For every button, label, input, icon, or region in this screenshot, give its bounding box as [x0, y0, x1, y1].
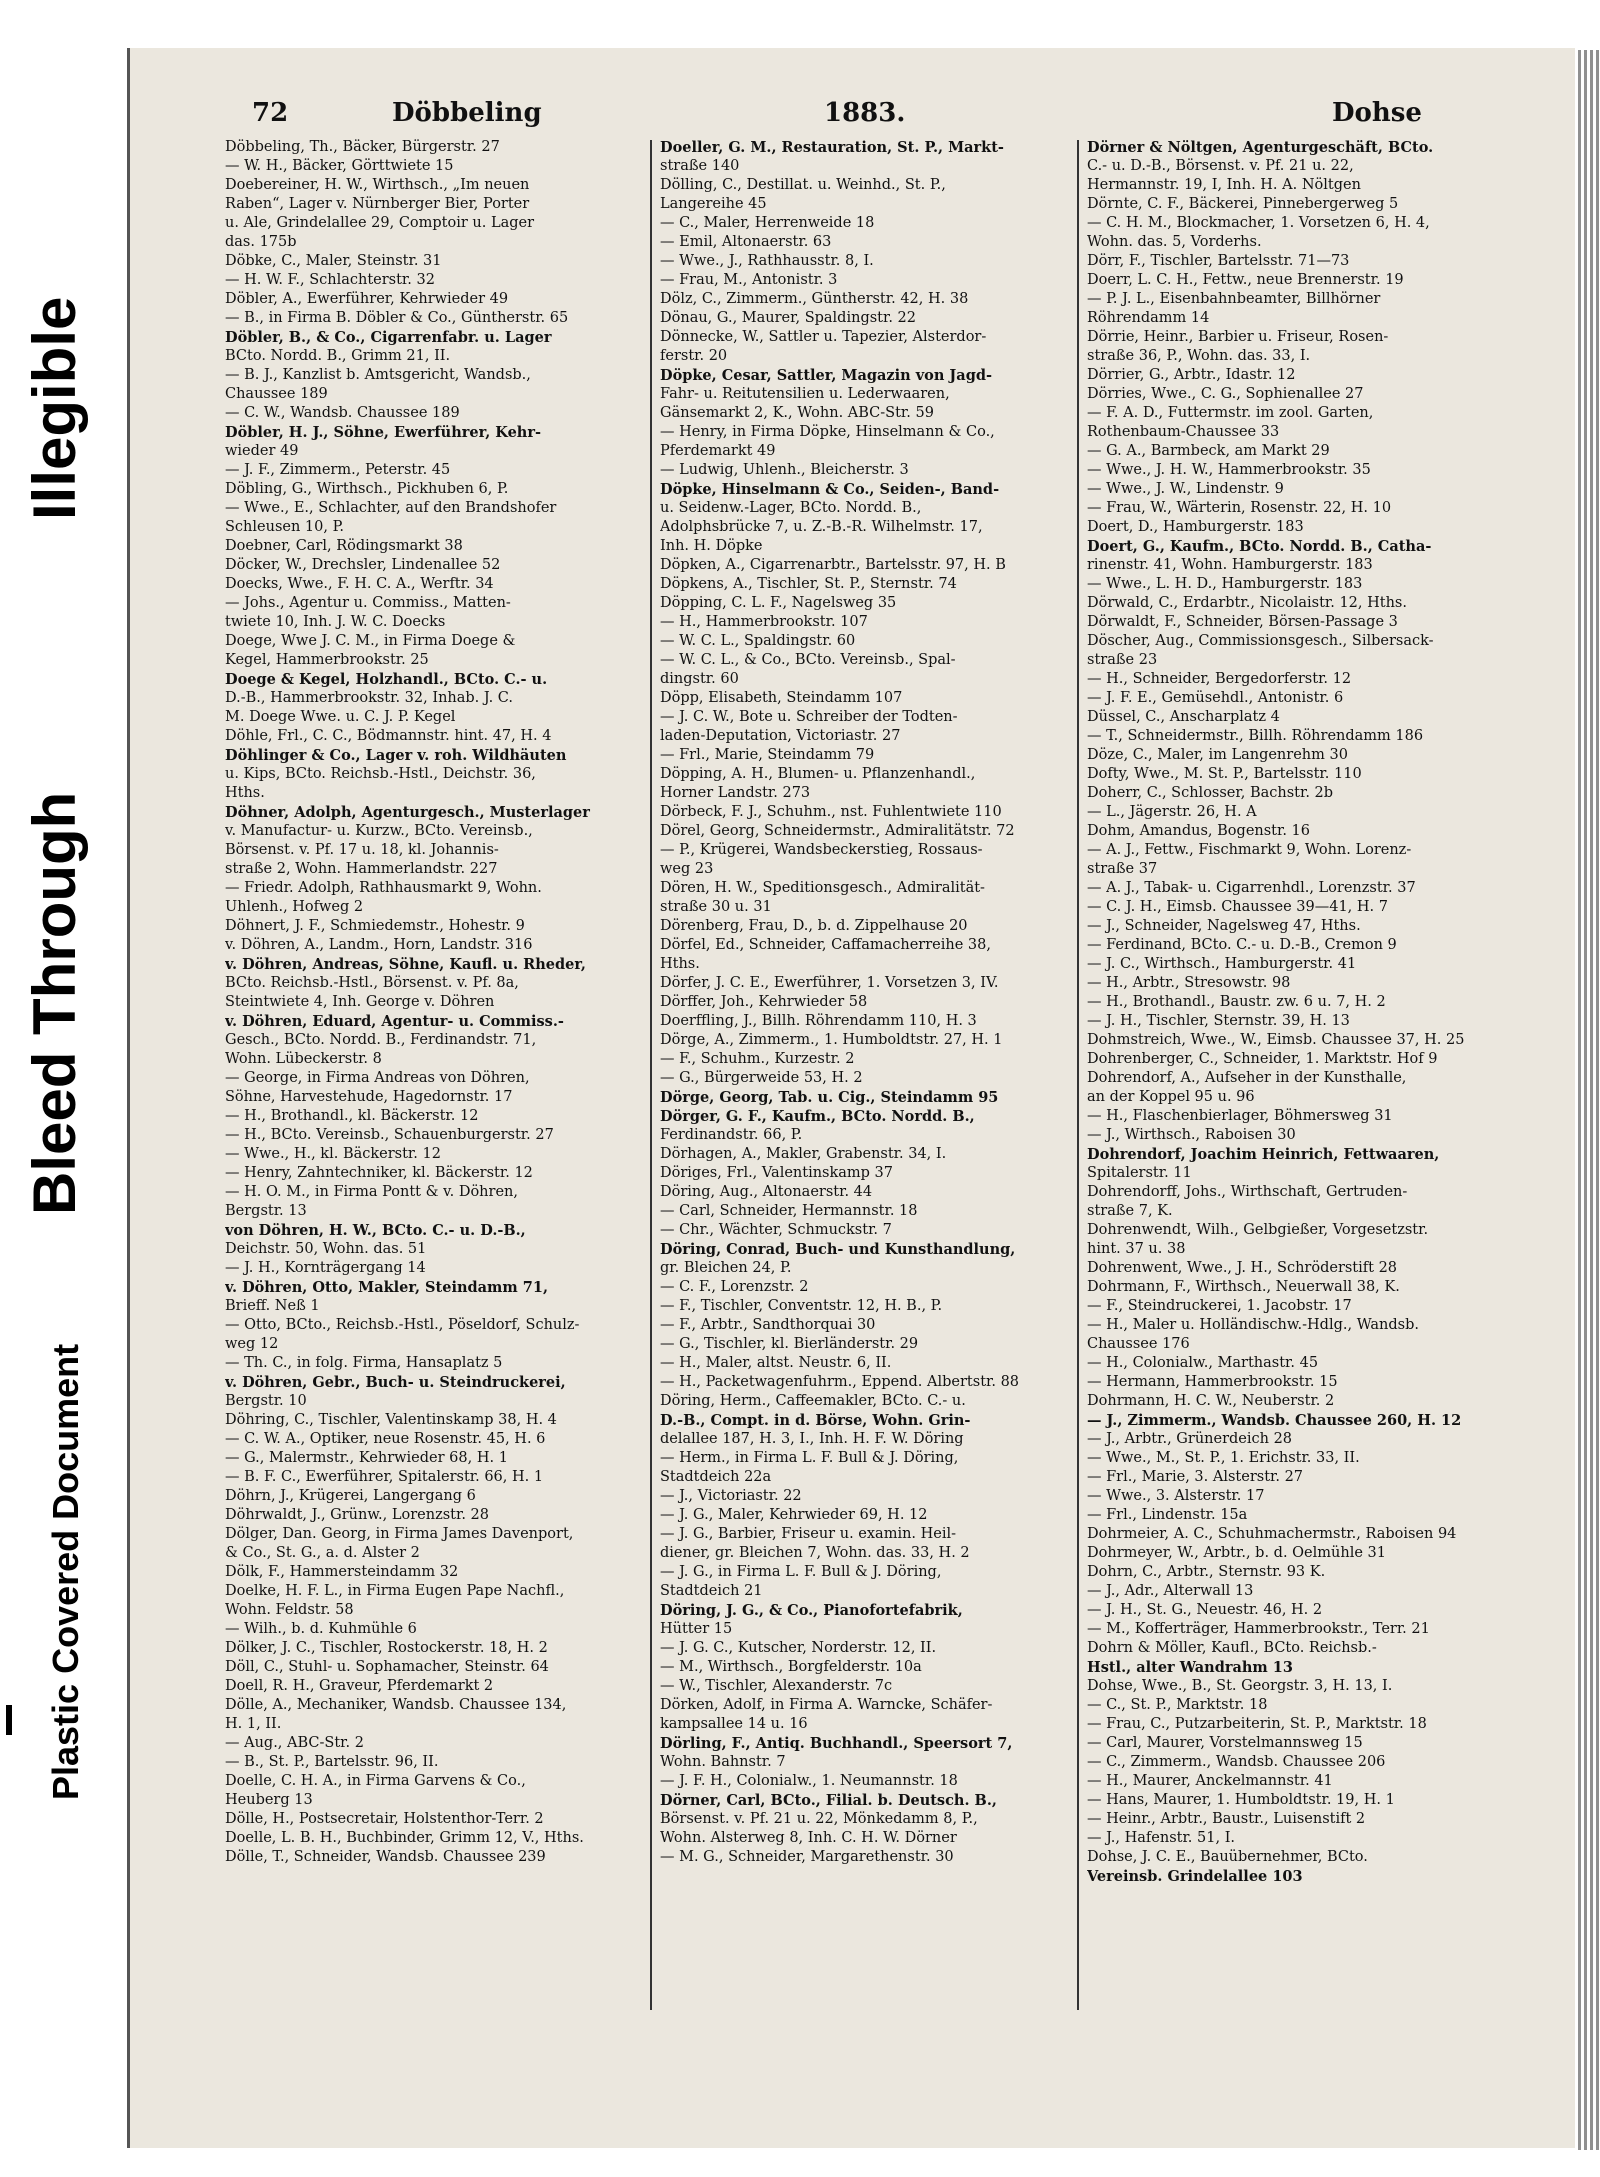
directory-entry-line: Döring, J. G., & Co., Pianofortefabrik,: [660, 1602, 963, 1619]
directory-entry-line: — H. W. F., Schlachterstr. 32: [225, 272, 435, 288]
header-left-keyword: Döbbeling: [392, 98, 542, 128]
directory-entry-line: Stadtdeich 21: [660, 1583, 763, 1599]
directory-entry-line: — F. A. D., Futtermstr. im zool. Garten,: [1087, 405, 1374, 421]
directory-entry-line: Ferdinandstr. 66, P.: [660, 1127, 803, 1143]
directory-entry-line: straße 23: [1087, 652, 1158, 668]
directory-entry-line: Dohm, Amandus, Bogenstr. 16: [1087, 823, 1311, 839]
directory-entry-line: Gänsemarkt 2, K., Wohn. ABC-Str. 59: [660, 405, 934, 421]
directory-entry-line: Wohn. Alsterweg 8, Inh. C. H. W. Dörner: [660, 1830, 957, 1846]
directory-entry-line: Doert, G., Kaufm., BCto. Nordd. B., Catha-: [1087, 538, 1432, 555]
directory-entry-line: Dörenberg, Frau, D., b. d. Zippelhause 20: [660, 918, 968, 934]
directory-entry-line: Dörken, Adolf, in Firma A. Warncke, Schäfer-: [660, 1697, 993, 1713]
directory-entry-line: wieder 49: [225, 443, 299, 459]
directory-entry-line: Hütter 15: [660, 1621, 733, 1637]
directory-entry-line: BCto. Nordd. B., Grimm 21, II.: [225, 348, 451, 364]
directory-entry-line: Döhrwaldt, J., Grünw., Lorenzstr. 28: [225, 1507, 489, 1523]
header-year: 1883.: [824, 98, 906, 128]
directory-entry-line: D.-B., Hammerbrookstr. 32, Inhab. J. C.: [225, 690, 513, 706]
directory-entry-line: — H., Flaschenbierlager, Böhmersweg 31: [1087, 1108, 1393, 1124]
directory-entry-line: das. 175b: [225, 234, 297, 250]
page-number: 72: [252, 98, 289, 128]
directory-entry-line: straße 140: [660, 158, 740, 174]
directory-entry-line: diener, gr. Bleichen 7, Wohn. das. 33, H. 2: [660, 1545, 970, 1561]
directory-entry-line: Dören, H. W., Speditionsgesch., Admiralität-: [660, 880, 985, 896]
directory-entry-line: dingstr. 60: [660, 671, 739, 687]
directory-entry-line: gr. Bleichen 24, P.: [660, 1260, 792, 1276]
directory-entry-line: — H., Maurer, Anckelmannstr. 41: [1087, 1773, 1333, 1789]
directory-entry-line: Doell, R. H., Graveur, Pferdemarkt 2: [225, 1678, 494, 1694]
directory-entry-line: — H., Brothandl., kl. Bäckerstr. 12: [225, 1108, 479, 1124]
directory-entry-line: Döpkens, A., Tischler, St. P., Sternstr. 74: [660, 576, 957, 592]
annotation-sidebar: [0, 0, 120, 2177]
directory-entry-line: Dörner, Carl, BCto., Filial. b. Deutsch. B.,: [660, 1792, 997, 1809]
directory-entry-line: — W. H., Bäcker, Görttwiete 15: [225, 158, 454, 174]
directory-entry-line: laden-Deputation, Victoriastr. 27: [660, 728, 901, 744]
directory-entry-line: Dohrmann, H. C. W., Neuberstr. 2: [1087, 1393, 1335, 1409]
plastic-covered-label: Plastic Covered Document: [45, 1343, 86, 1800]
directory-entry-line: — J. C., Wirthsch., Hamburgerstr. 41: [1087, 956, 1357, 972]
directory-entry-line: — Wwe., H., kl. Bäckerstr. 12: [225, 1146, 441, 1162]
sidebar-tick-mark: [6, 1705, 12, 1735]
directory-entry-line: Döring, Conrad, Buch- und Kunsthandlung,: [660, 1241, 1016, 1258]
directory-entry-line: Stadtdeich 22a: [660, 1469, 772, 1485]
directory-entry-line: Doerffling, J., Billh. Röhrendamm 110, H. 3: [660, 1013, 977, 1029]
directory-entry-line: & Co., St. G., a. d. Alster 2: [225, 1545, 420, 1561]
directory-entry-line: Dörbeck, F. J., Schuhm., nst. Fuhlentwiete 110: [660, 804, 1002, 820]
directory-entry-line: — J., Zimmerm., Wandsb. Chaussee 260, H. 12: [1087, 1412, 1462, 1429]
illegible-label: Illegible: [21, 296, 88, 520]
directory-entry-line: Röhrendamm 14: [1087, 310, 1210, 326]
directory-entry-line: Dohrenwendt, Wilh., Gelbgießer, Vorgesetzstr.: [1087, 1222, 1429, 1238]
directory-entry-line: — J. G. C., Kutscher, Norderstr. 12, II.: [660, 1640, 937, 1656]
directory-entry-line: Dörrie, Heinr., Barbier u. Friseur, Rosen-: [1087, 329, 1389, 345]
directory-entry-line: Döhle, Frl., C. C., Bödmannstr. hint. 47, H. 4: [225, 728, 552, 744]
directory-entry-line: Wohn. Lübeckerstr. 8: [225, 1051, 382, 1067]
directory-entry-line: Hths.: [225, 785, 265, 801]
directory-entry-line: Hermannstr. 19, I, Inh. H. A. Nöltgen: [1087, 177, 1361, 193]
directory-entry-line: — Wwe., 3. Alsterstr. 17: [1087, 1488, 1265, 1504]
directory-entry-line: — Wwe., J., Rathhausstr. 8, I.: [660, 253, 874, 269]
directory-entry-line: — Carl, Schneider, Hermannstr. 18: [660, 1203, 918, 1219]
directory-entry-line: straße 2, Wohn. Hammerlandstr. 227: [225, 861, 498, 877]
directory-entry-line: Chaussee 176: [1087, 1336, 1190, 1352]
directory-entry-line: — Hermann, Hammerbrookstr. 15: [1087, 1374, 1338, 1390]
directory-entry-line: Doelle, C. H. A., in Firma Garvens & Co.,: [225, 1773, 526, 1789]
directory-entry-line: Dölle, H., Postsecretair, Holstenthor-Terr. 2: [225, 1811, 544, 1827]
directory-entry-line: Vereinsb. Grindelallee 103: [1087, 1868, 1303, 1885]
directory-entry-line: — W. C. L., & Co., BCto. Vereinsb., Spal-: [660, 652, 956, 668]
directory-entry-line: Döcker, W., Drechsler, Lindenallee 52: [225, 557, 501, 573]
directory-entry-line: Dohse, J. C. E., Bauübernehmer, BCto.: [1087, 1849, 1368, 1865]
directory-entry-line: — George, in Firma Andreas von Döhren,: [225, 1070, 530, 1086]
directory-entry-line: Döpke, Cesar, Sattler, Magazin von Jagd-: [660, 367, 992, 384]
directory-entry-line: Dohrendorff, Johs., Wirthschaft, Gertruden-: [1087, 1184, 1408, 1200]
directory-entry-line: — M., Wirthsch., Borgfelderstr. 10a: [660, 1659, 922, 1675]
directory-entry-line: Dohrenberger, C., Schneider, 1. Marktstr. Hof 9: [1087, 1051, 1438, 1067]
directory-entry-line: Doege & Kegel, Holzhandl., BCto. C.- u.: [225, 671, 548, 688]
directory-entry-line: — J. F. E., Gemüsehdl., Antonistr. 6: [1087, 690, 1344, 706]
directory-entry-line: Steintwiete 4, Inh. George v. Döhren: [225, 994, 495, 1010]
directory-entry-line: Horner Landstr. 273: [660, 785, 811, 801]
directory-entry-line: Hths.: [660, 956, 700, 972]
directory-entry-line: Doeller, G. M., Restauration, St. P., Markt-: [660, 139, 1004, 156]
directory-entry-line: Bergstr. 13: [225, 1203, 307, 1219]
directory-entry-line: — B. J., Kanzlist b. Amtsgericht, Wandsb.,: [225, 367, 531, 383]
directory-entry-line: Döbbeling, Th., Bäcker, Bürgerstr. 27: [225, 139, 500, 155]
directory-entry-line: — Henry, in Firma Döpke, Hinselmann & Co.,: [660, 424, 995, 440]
directory-entry-line: — W. C. L., Spaldingstr. 60: [660, 633, 856, 649]
directory-entry-line: Döscher, Aug., Commissionsgesch., Silbersack-: [1087, 633, 1434, 649]
directory-entry-line: — H., BCto. Vereinsb., Schauenburgerstr. 27: [225, 1127, 554, 1143]
directory-entry-line: — Wwe., J. H. W., Hammerbrookstr. 35: [1087, 462, 1371, 478]
directory-entry-line: Döhring, C., Tischler, Valentinskamp 38, H. 4: [225, 1412, 557, 1428]
column-divider: [1077, 140, 1079, 2010]
directory-entry-line: — J., Hafenstr. 51, I.: [1087, 1830, 1236, 1846]
directory-entry-line: Dörger, G. F., Kaufm., BCto. Nordd. B.,: [660, 1108, 975, 1125]
directory-entry-line: delallee 187, H. 3, I., Inh. H. F. W. Döring: [660, 1431, 964, 1447]
directory-entry-line: — H., Colonialw., Marthastr. 45: [1087, 1355, 1319, 1371]
directory-entry-line: von Döhren, H. W., BCto. C.- u. D.-B.,: [225, 1222, 526, 1239]
directory-entry-line: — A. J., Fettw., Fischmarkt 9, Wohn. Lorenz-: [1087, 842, 1412, 858]
directory-entry-line: Dönnecke, W., Sattler u. Tapezier, Alsterdor-: [660, 329, 987, 345]
directory-entry-line: Dörries, Wwe., C. G., Sophienallee 27: [1087, 386, 1364, 402]
directory-entry-line: — J., Adr., Alterwall 13: [1087, 1583, 1254, 1599]
directory-entry-line: twiete 10, Inh. J. W. C. Doecks: [225, 614, 446, 630]
directory-entry-line: Pferdemarkt 49: [660, 443, 776, 459]
directory-entry-line: — Herm., in Firma L. F. Bull & J. Döring,: [660, 1450, 959, 1466]
directory-entry-line: — G., Tischler, kl. Bierländerstr. 29: [660, 1336, 919, 1352]
directory-entry-line: Doebner, Carl, Rödingsmarkt 38: [225, 538, 463, 554]
directory-entry-line: Langereihe 45: [660, 196, 767, 212]
directory-entry-line: Wohn. das. 5, Vorderhs.: [1087, 234, 1262, 250]
directory-entry-line: — C. W., Wandsb. Chaussee 189: [225, 405, 460, 421]
directory-entry-line: — F., Steindruckerei, 1. Jacobstr. 17: [1087, 1298, 1352, 1314]
directory-entry-line: — Carl, Maurer, Vorstelmannsweg 15: [1087, 1735, 1363, 1751]
directory-entry-line: weg 23: [660, 861, 714, 877]
directory-entry-line: D.-B., Compt. in d. Börse, Wohn. Grin-: [660, 1412, 971, 1429]
directory-entry-line: Dölz, C., Zimmerm., Güntherstr. 42, H. 38: [660, 291, 969, 307]
directory-entry-line: Döhnert, J. F., Schmiedemstr., Hohestr. 9: [225, 918, 525, 934]
directory-entry-line: Dörffer, Joh., Kehrwieder 58: [660, 994, 868, 1010]
directory-entry-line: — Th. C., in folg. Firma, Hansaplatz 5: [225, 1355, 503, 1371]
directory-entry-line: — Chr., Wächter, Schmuckstr. 7: [660, 1222, 892, 1238]
directory-entry-line: — J. C. W., Bote u. Schreiber der Todten-: [660, 709, 958, 725]
directory-entry-line: — F., Arbtr., Sandthorquai 30: [660, 1317, 876, 1333]
directory-entry-line: — J., Victoriastr. 22: [660, 1488, 802, 1504]
directory-entry-line: Döbling, G., Wirthsch., Pickhuben 6, P.: [225, 481, 509, 497]
directory-entry-line: — J. H., Tischler, Sternstr. 39, H. 13: [1087, 1013, 1350, 1029]
directory-entry-line: v. Döhren, Eduard, Agentur- u. Commiss.-: [225, 1013, 564, 1030]
directory-column-1: [225, 138, 665, 1867]
directory-entry-line: Doert, D., Hamburgerstr. 183: [1087, 519, 1304, 535]
directory-entry-line: Döbke, C., Maler, Steinstr. 31: [225, 253, 442, 269]
directory-entry-line: Dohrmeier, A. C., Schuhmachermstr., Raboisen 94: [1087, 1526, 1457, 1542]
directory-entry-line: Doelke, H. F. L., in Firma Eugen Pape Nachfl.,: [225, 1583, 565, 1599]
directory-entry-line: — Henry, Zahntechniker, kl. Bäckerstr. 12: [225, 1165, 533, 1181]
directory-entry-line: — J. H., Kornträgergang 14: [225, 1260, 426, 1276]
directory-entry-line: — C., Zimmerm., Wandsb. Chaussee 206: [1087, 1754, 1386, 1770]
directory-entry-line: — H., Hammerbrookstr. 107: [660, 614, 868, 630]
directory-entry-line: Kegel, Hammerbrookstr. 25: [225, 652, 429, 668]
directory-entry-line: — J. G., Maler, Kehrwieder 69, H. 12: [660, 1507, 928, 1523]
directory-entry-line: — C. F., Lorenzstr. 2: [660, 1279, 809, 1295]
directory-entry-line: Döbler, B., & Co., Cigarrenfabr. u. Lager: [225, 329, 552, 346]
directory-entry-line: Döpke, Hinselmann & Co., Seiden-, Band-: [660, 481, 1000, 498]
directory-entry-line: v. Döhren, Andreas, Söhne, Kaufl. u. Rheder,: [225, 956, 586, 973]
directory-entry-line: — G., Bürgerweide 53, H. 2: [660, 1070, 863, 1086]
directory-entry-line: — B. F. C., Ewerführer, Spitalerstr. 66, H. 1: [225, 1469, 544, 1485]
directory-entry-line: Dörnte, C. F., Bäckerei, Pinnebergerweg 5: [1087, 196, 1399, 212]
bleed-through-label: Bleed Through: [21, 791, 88, 1215]
directory-entry-line: M. Doege Wwe. u. C. J. P. Kegel: [225, 709, 456, 725]
directory-entry-line: Dörling, F., Antiq. Buchhandl., Speersort 7,: [660, 1735, 1013, 1752]
directory-entry-line: v. Döhren, A., Landm., Horn, Landstr. 316: [225, 937, 533, 953]
directory-entry-line: u. Seidenw.-Lager, BCto. Nordd. B.,: [660, 500, 922, 516]
directory-entry-line: — H. O. M., in Firma Pontt & v. Döhren,: [225, 1184, 518, 1200]
directory-entry-line: Doerr, L. C. H., Fettw., neue Brennerstr. 19: [1087, 272, 1404, 288]
directory-column-2: [660, 138, 1100, 1867]
directory-entry-line: — H., Maler, altst. Neustr. 6, II.: [660, 1355, 892, 1371]
directory-entry-line: — Frau, M., Antonistr. 3: [660, 272, 838, 288]
directory-entry-line: — Wwe., E., Schlachter, auf den Brandshofer: [225, 500, 557, 516]
directory-entry-line: an der Koppel 95 u. 96: [1087, 1089, 1255, 1105]
directory-entry-line: — H., Maler u. Holländischw.-Hdlg., Wandsb.: [1087, 1317, 1419, 1333]
directory-entry-line: Doelle, L. B. H., Buchbinder, Grimm 12, V., Hths.: [225, 1830, 584, 1846]
directory-entry-line: Döhrn, J., Krügerei, Langergang 6: [225, 1488, 476, 1504]
directory-entry-line: Döpping, A. H., Blumen- u. Pflanzenhandl.,: [660, 766, 976, 782]
directory-entry-line: C.- u. D.-B., Börsenst. v. Pf. 21 u. 22,: [1087, 158, 1354, 174]
directory-entry-line: Dölk, F., Hammersteindamm 32: [225, 1564, 459, 1580]
directory-entry-line: Gesch., BCto. Nordd. B., Ferdinandstr. 71,: [225, 1032, 537, 1048]
directory-entry-line: — Hans, Maurer, 1. Humboldtstr. 19, H. 1: [1087, 1792, 1395, 1808]
directory-entry-line: Döhlinger & Co., Lager v. roh. Wildhäuten: [225, 747, 567, 764]
directory-entry-line: straße 7, K.: [1087, 1203, 1173, 1219]
directory-column-3: [1087, 138, 1527, 1886]
directory-entry-line: Döriges, Frl., Valentinskamp 37: [660, 1165, 894, 1181]
directory-entry-line: Döze, C., Maler, im Langenrehm 30: [1087, 747, 1348, 763]
directory-entry-line: — J. F., Zimmerm., Peterstr. 45: [225, 462, 451, 478]
directory-entry-line: Dohrendorf, Joachim Heinrich, Fettwaaren,: [1087, 1146, 1440, 1163]
directory-entry-line: Chaussee 189: [225, 386, 328, 402]
directory-entry-line: Dönau, G., Maurer, Spaldingstr. 22: [660, 310, 917, 326]
directory-entry-line: Dohse, Wwe., B., St. Georgstr. 3, H. 13, I.: [1087, 1678, 1393, 1694]
directory-entry-line: Uhlenh., Hofweg 2: [225, 899, 364, 915]
directory-entry-line: u. Kips, BCto. Reichsb.-Hstl., Deichstr. 36,: [225, 766, 536, 782]
directory-entry-line: hint. 37 u. 38: [1087, 1241, 1186, 1257]
directory-entry-line: Dohrn & Möller, Kaufl., BCto. Reichsb.-: [1087, 1640, 1377, 1656]
directory-entry-line: — Frl., Marie, Steindamm 79: [660, 747, 875, 763]
directory-entry-line: Dörwald, C., Erdarbtr., Nicolaistr. 12, Hths.: [1087, 595, 1407, 611]
directory-entry-line: Dörel, Georg, Schneidermstr., Admiralitätstr. 72: [660, 823, 1015, 839]
directory-entry-line: weg 12: [225, 1336, 279, 1352]
directory-entry-line: — Ludwig, Uhlenh., Bleicherstr. 3: [660, 462, 909, 478]
directory-entry-line: Hstl., alter Wandrahm 13: [1087, 1659, 1293, 1676]
directory-entry-line: — Friedr. Adolph, Rathhausmarkt 9, Wohn.: [225, 880, 542, 896]
directory-entry-line: — W., Tischler, Alexanderstr. 7c: [660, 1678, 893, 1694]
directory-entry-line: Döbler, H. J., Söhne, Ewerführer, Kehr-: [225, 424, 541, 441]
directory-entry-line: Doecks, Wwe., F. H. C. A., Werftr. 34: [225, 576, 494, 592]
directory-entry-line: — A. J., Tabak- u. Cigarrenhdl., Lorenzstr. 37: [1087, 880, 1416, 896]
directory-entry-line: — Aug., ABC-Str. 2: [225, 1735, 364, 1751]
directory-entry-line: rinenstr. 41, Wohn. Hamburgerstr. 183: [1087, 557, 1373, 573]
directory-entry-line: Döll, C., Stuhl- u. Sophamacher, Steinstr. 64: [225, 1659, 549, 1675]
directory-entry-line: Döring, Aug., Altonaerstr. 44: [660, 1184, 873, 1200]
directory-entry-line: — F., Tischler, Conventstr. 12, H. B., P.: [660, 1298, 943, 1314]
header-right-keyword: Dohse: [1332, 98, 1422, 128]
directory-entry-line: Döpp, Elisabeth, Steindamm 107: [660, 690, 903, 706]
directory-entry-line: — J. G., in Firma L. F. Bull & J. Döring,: [660, 1564, 942, 1580]
directory-entry-line: Döpken, A., Cigarrenarbtr., Bartelsstr. 97, H. B: [660, 557, 1006, 573]
directory-entry-line: Bergstr. 10: [225, 1393, 307, 1409]
directory-entry-line: — Frl., Lindenstr. 15a: [1087, 1507, 1248, 1523]
directory-entry-line: Doherr, C., Schlosser, Bachstr. 2b: [1087, 785, 1334, 801]
directory-entry-line: Heuberg 13: [225, 1792, 313, 1808]
directory-entry-line: — H., Arbtr., Stresowstr. 98: [1087, 975, 1291, 991]
directory-entry-line: — Emil, Altonaerstr. 63: [660, 234, 832, 250]
directory-entry-line: v. Döhren, Otto, Makler, Steindamm 71,: [225, 1279, 548, 1296]
directory-entry-line: — C., St. P., Marktstr. 18: [1087, 1697, 1268, 1713]
directory-entry-line: straße 30 u. 31: [660, 899, 772, 915]
directory-entry-line: Rothenbaum-Chaussee 33: [1087, 424, 1280, 440]
directory-entry-line: Raben“, Lager v. Nürnberger Bier, Porter: [225, 196, 530, 212]
directory-entry-line: Dölger, Dan. Georg, in Firma James Davenport,: [225, 1526, 574, 1542]
directory-entry-line: Doege, Wwe J. C. M., in Firma Doege &: [225, 633, 516, 649]
directory-entry-line: — B., St. P., Bartelsstr. 96, II.: [225, 1754, 439, 1770]
directory-entry-line: Fahr- u. Reitutensilien u. Lederwaaren,: [660, 386, 950, 402]
column-divider: [650, 140, 652, 2010]
directory-entry-line: — B., in Firma B. Döbler & Co., Güntherstr. 65: [225, 310, 569, 326]
directory-entry-line: ferstr. 20: [660, 348, 728, 364]
directory-entry-line: — Wilh., b. d. Kuhmühle 6: [225, 1621, 417, 1637]
directory-entry-line: Dörhagen, A., Makler, Grabenstr. 34, I.: [660, 1146, 947, 1162]
directory-entry-line: Spitalerstr. 11: [1087, 1165, 1192, 1181]
directory-entry-line: Dörfer, J. C. E., Ewerführer, 1. Vorsetzen 3, IV.: [660, 975, 999, 991]
directory-entry-line: — J. H., St. G., Neuestr. 46, H. 2: [1087, 1602, 1323, 1618]
directory-entry-line: — P., Krügerei, Wandsbeckerstieg, Rossaus-: [660, 842, 983, 858]
directory-entry-line: — Heinr., Arbtr., Baustr., Luisenstift 2: [1087, 1811, 1366, 1827]
directory-entry-line: Dörner & Nöltgen, Agenturgeschäft, BCto.: [1087, 139, 1434, 156]
directory-entry-line: — Wwe., M., St. P., 1. Erichstr. 33, II.: [1087, 1450, 1360, 1466]
directory-entry-line: — Frau, W., Wärterin, Rosenstr. 22, H. 10: [1087, 500, 1392, 516]
directory-entry-line: Dohrenwent, Wwe., J. H., Schröderstift 28: [1087, 1260, 1398, 1276]
directory-entry-line: — Johs., Agentur u. Commiss., Matten-: [225, 595, 511, 611]
directory-entry-line: Dörrier, G., Arbtr., Idastr. 12: [1087, 367, 1296, 383]
directory-entry-line: Döring, Herm., Caffeemakler, BCto. C.- u.: [660, 1393, 966, 1409]
directory-entry-line: Wohn. Bahnstr. 7: [660, 1754, 786, 1770]
directory-entry-line: — J. F. H., Colonialw., 1. Neumannstr. 18: [660, 1773, 958, 1789]
directory-entry-line: — Frl., Marie, 3. Alsterstr. 27: [1087, 1469, 1304, 1485]
directory-entry-line: Börsenst. v. Pf. 21 u. 22, Mönkedamm 8, P.,: [660, 1811, 978, 1827]
directory-entry-line: — Otto, BCto., Reichsb.-Hstl., Pöseldorf, Schulz-: [225, 1317, 580, 1333]
directory-entry-line: Doebereiner, H. W., Wirthsch., „Im neuen: [225, 177, 530, 193]
directory-entry-line: Dofty, Wwe., M. St. P., Bartelsstr. 110: [1087, 766, 1362, 782]
directory-entry-line: — Wwe., J. W., Lindenstr. 9: [1087, 481, 1284, 497]
directory-entry-line: Dörge, A., Zimmerm., 1. Humboldtstr. 27, H. 1: [660, 1032, 1003, 1048]
directory-entry-line: — H., Brothandl., Baustr. zw. 6 u. 7, H. 2: [1087, 994, 1386, 1010]
directory-entry-line: — C. J. H., Eimsb. Chaussee 39—41, H. 7: [1087, 899, 1388, 915]
directory-entry-line: Dölker, J. C., Tischler, Rostockerstr. 18, H. 2: [225, 1640, 548, 1656]
directory-entry-line: Döpping, C. L. F., Nagelsweg 35: [660, 595, 897, 611]
page-header: [122, 98, 1542, 138]
directory-entry-line: v. Döhren, Gebr., Buch- u. Steindruckerei,: [225, 1374, 566, 1391]
directory-entry-line: Düssel, C., Anscharplatz 4: [1087, 709, 1280, 725]
directory-entry-line: Dohrmeyer, W., Arbtr., b. d. Oelmühle 31: [1087, 1545, 1386, 1561]
directory-entry-line: — Wwe., L. H. D., Hamburgerstr. 183: [1087, 576, 1363, 592]
directory-entry-line: — J. G., Barbier, Friseur u. examin. Heil-: [660, 1526, 957, 1542]
directory-entry-line: Adolphsbrücke 7, u. Z.-B.-R. Wilhelmstr. 17,: [660, 519, 983, 535]
directory-entry-line: — F., Schuhm., Kurzestr. 2: [660, 1051, 855, 1067]
directory-entry-line: straße 37: [1087, 861, 1158, 877]
directory-entry-line: kampsallee 14 u. 16: [660, 1716, 808, 1732]
scan-edge-strip: [1578, 50, 1600, 2150]
directory-entry-line: Deichstr. 50, Wohn. das. 51: [225, 1241, 427, 1257]
directory-entry-line: Dölling, C., Destillat. u. Weinhd., St. P.,: [660, 177, 946, 193]
directory-entry-line: Dörr, F., Tischler, Bartelsstr. 71—73: [1087, 253, 1350, 269]
directory-entry-line: — C. W. A., Optiker, neue Rosenstr. 45, H. 6: [225, 1431, 546, 1447]
directory-entry-line: BCto. Reichsb.-Hstl., Börsenst. v. Pf. 8a,: [225, 975, 519, 991]
directory-entry-line: straße 36, P., Wohn. das. 33, I.: [1087, 348, 1311, 364]
directory-entry-line: — J., Schneider, Nagelsweg 47, Hths.: [1087, 918, 1361, 934]
directory-entry-line: — H., Packetwagenfuhrm., Eppend. Albertstr. 88: [660, 1374, 1020, 1390]
directory-entry-line: — M., Kofferträger, Hammerbrookstr., Terr. 21: [1087, 1621, 1430, 1637]
directory-entry-line: v. Manufactur- u. Kurzw., BCto. Vereinsb.,: [225, 823, 533, 839]
directory-entry-line: Dohmstreich, Wwe., W., Eimsb. Chaussee 37, H. 25: [1087, 1032, 1465, 1048]
directory-entry-line: — J., Wirthsch., Raboisen 30: [1087, 1127, 1296, 1143]
directory-entry-line: — Frau, C., Putzarbeiterin, St. P., Marktstr. 18: [1087, 1716, 1427, 1732]
directory-entry-line: u. Ale, Grindelallee 29, Comptoir u. Lager: [225, 215, 535, 231]
directory-entry-line: Schleusen 10, P.: [225, 519, 345, 535]
directory-entry-line: Dohrmann, F., Wirthsch., Neuerwall 38, K.: [1087, 1279, 1400, 1295]
directory-entry-line: Wohn. Feldstr. 58: [225, 1602, 354, 1618]
directory-entry-line: Dölle, A., Mechaniker, Wandsb. Chaussee 134,: [225, 1697, 567, 1713]
directory-entry-line: — T., Schneidermstr., Billh. Röhrendamm 186: [1087, 728, 1424, 744]
directory-entry-line: — Ferdinand, BCto. C.- u. D.-B., Cremon 9: [1087, 937, 1397, 953]
directory-entry-line: — C., Maler, Herrenweide 18: [660, 215, 875, 231]
directory-entry-line: Dohrn, C., Arbtr., Sternstr. 93 K.: [1087, 1564, 1326, 1580]
directory-entry-line: Döhner, Adolph, Agenturgesch., Musterlager: [225, 804, 590, 821]
directory-entry-line: Dörfel, Ed., Schneider, Caffamacherreihe 38,: [660, 937, 991, 953]
directory-entry-line: Inh. H. Döpke: [660, 538, 763, 554]
directory-entry-line: — L., Jägerstr. 26, H. A: [1087, 804, 1257, 820]
directory-entry-line: — G., Malermstr., Kehrwieder 68, H. 1: [225, 1450, 508, 1466]
directory-entry-line: — H., Schneider, Bergedorferstr. 12: [1087, 671, 1352, 687]
directory-entry-line: — J., Arbtr., Grünerdeich 28: [1087, 1431, 1293, 1447]
directory-entry-line: — C. H. M., Blockmacher, 1. Vorsetzen 6, H. 4,: [1087, 215, 1430, 231]
directory-entry-line: Dörge, Georg, Tab. u. Cig., Steindamm 95: [660, 1089, 999, 1106]
directory-entry-line: Dohrendorf, A., Aufseher in der Kunsthalle,: [1087, 1070, 1407, 1086]
directory-entry-line: — M. G., Schneider, Margarethenstr. 30: [660, 1849, 954, 1865]
directory-entry-line: Döbler, A., Ewerführer, Kehrwieder 49: [225, 291, 509, 307]
directory-entry-line: — G. A., Barmbeck, am Markt 29: [1087, 443, 1330, 459]
directory-entry-line: H. 1, II.: [225, 1716, 282, 1732]
directory-entry-line: — P. J. L., Eisenbahnbeamter, Billhörner: [1087, 291, 1381, 307]
directory-entry-line: Dörwaldt, F., Schneider, Börsen-Passage 3: [1087, 614, 1398, 630]
directory-entry-line: Dölle, T., Schneider, Wandsb. Chaussee 239: [225, 1849, 546, 1865]
directory-entry-line: Söhne, Harvestehude, Hagedornstr. 17: [225, 1089, 513, 1105]
directory-entry-line: Brieff. Neß 1: [225, 1298, 320, 1314]
directory-entry-line: Börsenst. v. Pf. 17 u. 18, kl. Johannis-: [225, 842, 499, 858]
